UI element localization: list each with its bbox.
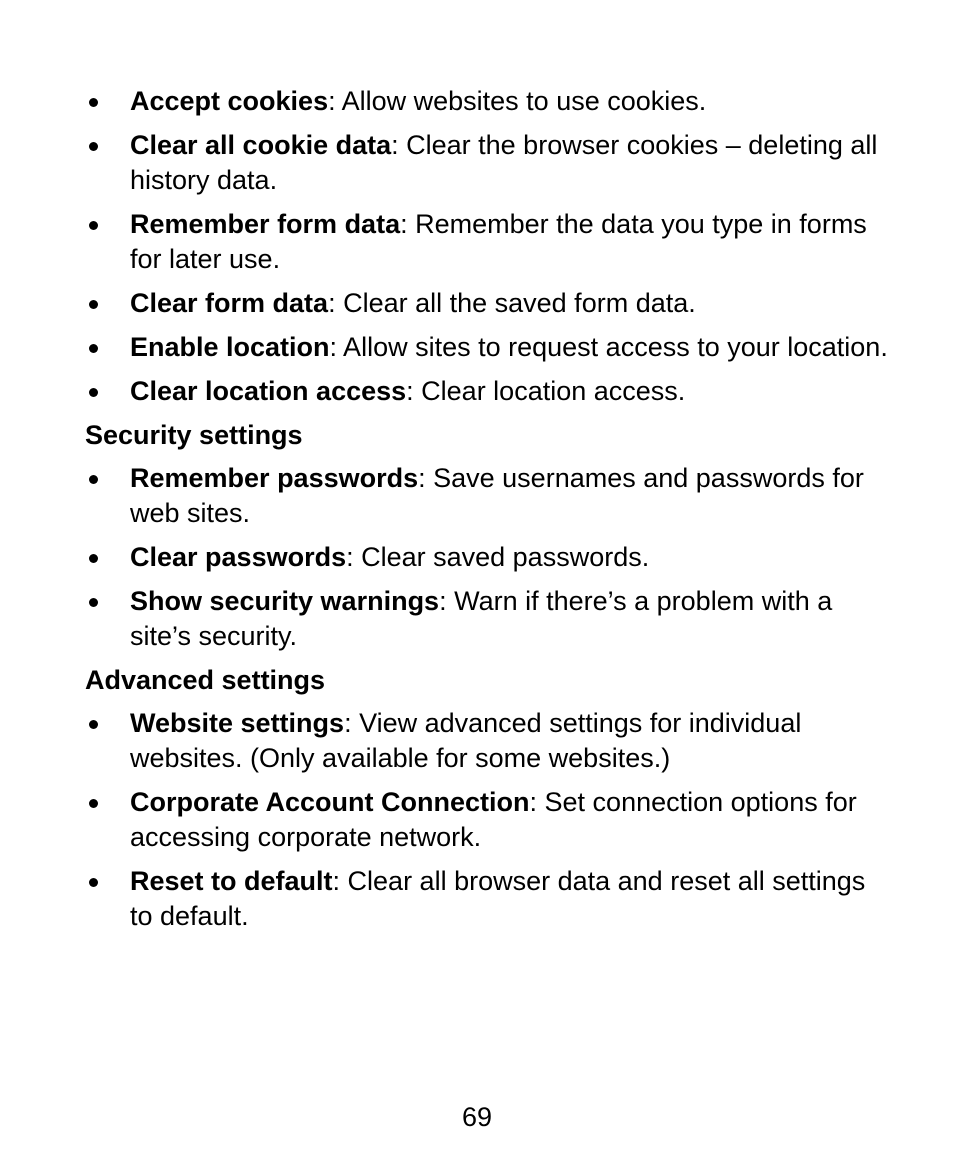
item-description: : Allow sites to request access to your location. bbox=[329, 332, 888, 362]
list-item bbox=[85, 461, 895, 531]
bullet-icon bbox=[89, 344, 98, 353]
item-term: Website settings bbox=[130, 708, 345, 738]
item-term: Clear form data bbox=[130, 288, 329, 318]
bullet-icon bbox=[89, 475, 98, 484]
bullet-icon bbox=[89, 300, 98, 309]
list-item bbox=[85, 84, 895, 119]
item-description: : Clear saved passwords. bbox=[346, 542, 650, 572]
list-item bbox=[85, 785, 895, 855]
item-description: : Set connection options for accessing corporate network. bbox=[130, 787, 857, 852]
list-item bbox=[85, 706, 895, 776]
security-section bbox=[85, 418, 895, 654]
advanced-section bbox=[85, 663, 895, 934]
privacy-section bbox=[85, 84, 895, 409]
item-description: : Allow websites to use cookies. bbox=[328, 86, 707, 116]
item-description: : Save usernames and passwords for web sites. bbox=[130, 463, 864, 528]
item-term: Remember passwords bbox=[130, 463, 419, 493]
page-content bbox=[85, 84, 895, 943]
list-item bbox=[85, 584, 895, 654]
bullet-icon bbox=[89, 221, 98, 230]
bullet-icon bbox=[89, 720, 98, 729]
list-item bbox=[85, 374, 895, 409]
list-item bbox=[85, 128, 895, 198]
advanced-list bbox=[85, 706, 895, 934]
bullet-icon bbox=[89, 142, 98, 151]
item-description: : View advanced settings for individual websites. (Only available for some websites.) bbox=[130, 708, 802, 773]
list-item bbox=[85, 864, 895, 934]
item-term: Clear all cookie data bbox=[130, 130, 392, 160]
bullet-icon bbox=[89, 598, 98, 607]
item-description: : Clear all the saved form data. bbox=[328, 288, 696, 318]
list-item bbox=[85, 286, 895, 321]
item-term: Accept cookies bbox=[130, 86, 329, 116]
section-heading: Advanced settings bbox=[85, 665, 326, 695]
item-description: : Warn if there’s a problem with a site’s security. bbox=[130, 586, 833, 651]
bullet-icon bbox=[89, 98, 98, 107]
privacy-list bbox=[85, 84, 895, 409]
list-item bbox=[85, 207, 895, 277]
item-term: Enable location bbox=[130, 332, 330, 362]
bullet-icon bbox=[89, 878, 98, 887]
item-term: Clear location access bbox=[130, 376, 407, 406]
bullet-icon bbox=[89, 799, 98, 808]
item-term: Corporate Account Connection bbox=[130, 787, 530, 817]
bullet-icon bbox=[89, 388, 98, 397]
bullet-icon bbox=[89, 554, 98, 563]
item-term: Remember form data bbox=[130, 209, 401, 239]
item-description: : Remember the data you type in forms for later use. bbox=[130, 209, 867, 274]
item-term: Show security warnings bbox=[130, 586, 440, 616]
list-item bbox=[85, 540, 895, 575]
list-item bbox=[85, 330, 895, 365]
item-description: : Clear all browser data and reset all settings to default. bbox=[130, 866, 866, 931]
item-description: : Clear the browser cookies – deleting all history data. bbox=[130, 130, 878, 195]
page-number: 69 bbox=[461, 1102, 493, 1132]
item-term: Reset to default bbox=[130, 866, 333, 896]
item-term: Clear passwords bbox=[130, 542, 347, 572]
section-heading: Security settings bbox=[85, 420, 303, 450]
item-description: : Clear location access. bbox=[406, 376, 686, 406]
security-list bbox=[85, 461, 895, 654]
